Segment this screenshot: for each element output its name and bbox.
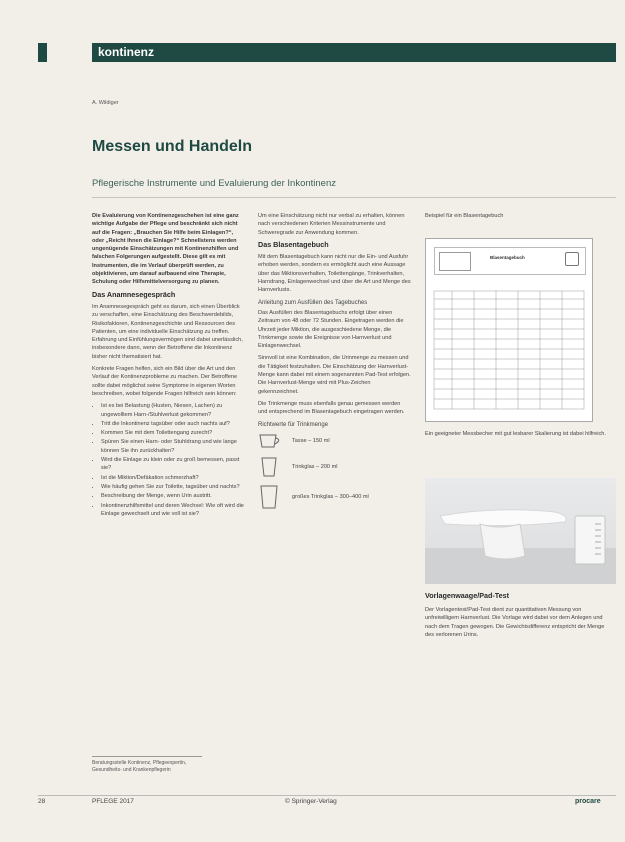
subheading-richtwerte: Richtwerte für Trinkmenge [258, 421, 329, 428]
title-rule [92, 197, 616, 198]
page-number: 28 [38, 798, 46, 805]
issue-label: PFLEGE 2017 [92, 798, 134, 805]
heading-anamnese: Das Anamnesegespräch [92, 289, 176, 299]
heading-pad-test: Vorlagenwaage/Pad-Test [425, 591, 510, 600]
paragraph: Um eine Einschätzung nicht nur verbal zu erhalten, können nach verschiedenen Kriterien Messinstrumente und Schweregrade zur Anwendung kommen. [258, 213, 405, 236]
cup-row [258, 484, 411, 510]
pad-test-paragraph: Der Vorlagentest/Pad-Test dient zur quantitativen Messung von unfreiwilligem Harnverlust. Die Vorlage wird dabei vor dem Anlegen und nach dem Tragen gewogen. Die Gewichtsdifferenz entspricht der Menge des verlorenen Urins. [425, 607, 605, 638]
list-item: • Kommen Sie mit dem Toilettengang zurecht? [101, 429, 244, 437]
section-title: kontinenz [98, 45, 154, 59]
article-title: Messen und Handeln [92, 138, 253, 155]
intro-paragraph: Die Evaluierung von Kontinenzgeschehen ist eine ganz wichtige Aufgabe der Pflege und beschränkt sich nicht auf die Fragen: „Brauchen Sie Hilfe beim Einlagen?“, oder „Reicht Ihnen die Einlage?“ Schnellstens werden ungenügende Einschätzungen mit Kontinenzhilfen und falschen Folgerungen aufgestellt. Diese gilt es mit Instrumenten, die im Verlauf überprüft werden, zu objektivieren, um darauf aufbauend eine Therapie, Schulung oder Hilfsmittelversorgung zu planen. [92, 213, 239, 286]
scale-illustration [425, 478, 616, 584]
paragraph: Das Ausfüllen des Blasentagebuchs erfolgt über einen Zeitraum von 48 oder 72 Stunden. Eingetragen werden die Uhrzeit jeder Miktion, die ausgeschiedene Menge, die Trinkmenge sowie die Ereignisse von Harnverlust und Einlagenwechsel. [258, 309, 404, 350]
section-marker [38, 43, 47, 62]
cup-label: Tasse – 150 ml [292, 437, 330, 444]
brand-logo: procare [575, 798, 601, 805]
list-item: • Ist die Miktion/Defäkation schmerzhaft? [101, 474, 244, 482]
form-label: Beispiel für ein Blasentagebuch [425, 213, 504, 219]
paragraph: Konkrete Fragen helfen, sich ein Bild über die Art und den Verlauf der Kontinenzprobleme zu machen. Der Betroffene sollte dabei möglichst seine Symptome in eigenen Worten beschreiben, wobei folgende Fragen hilfreich sein können: [92, 366, 238, 397]
column-1 [92, 212, 244, 519]
list-item: • Beschreibung der Menge, wenn Urin austritt. [101, 492, 244, 500]
article-subtitle: Pflegerische Instrumente und Evaluierung der Inkontinenz [92, 178, 336, 189]
form-grid [426, 239, 592, 421]
heading-blasentagebuch: Das Blasentagebuch [258, 239, 329, 249]
list-item: • Spüren Sie einen Harn- oder Stuhldrang und wie lange können Sie ihn zurückhalten? [101, 438, 244, 455]
list-item: • Tritt die Inkontinenz tagsüber oder auch nachts auf? [101, 420, 244, 428]
large-glass-icon [258, 484, 284, 510]
publisher-label: © Springer-Verlag [285, 798, 337, 805]
paragraph: Die Trinkmenge muss ebenfalls genau gemessen werden und entsprechend im Blasentagebuch eingetragen werden. [258, 400, 405, 416]
paragraph: Im Anamnesegespräch geht es darum, sich einen Überblick zu verschaffen, eine Einschätzung des Beschwerdebilds, Risikofaktoren, Kontinenzgeschichte und Ressourcen des Patienten, um eine individuelle Einschätzung zu treffen. Erfahrung und Einfühlungsvermögen sind dabei unerlässlich, insbesondere dann, wenn der Betroffene die Inkontinenz bisher nicht thematisiert hat. [92, 303, 243, 360]
glass-icon [258, 456, 284, 478]
pad-scale-photo [425, 478, 616, 584]
list-item: • Inkontinenzhilfsmittel und deren Wechsel: Wie oft wird die Einlage gewechselt und wie voll ist sie? [101, 502, 244, 519]
measuring-cup-caption: Ein geeigneter Messbecher mit gut lesbarer Skalierung ist dabei hilfreich. [425, 431, 606, 437]
cup-row [258, 456, 411, 478]
question-list [92, 402, 244, 518]
cup-icon [258, 432, 284, 450]
list-item: • Wird die Einlage zu klein oder zu groß bemessen, passt sie? [101, 456, 244, 473]
paragraph: Mit dem Blasentagebuch kann nicht nur die Ein- und Ausfuhr erhoben werden, sondern es ermöglicht auch eine Aussage über das Miktionsverhalten, Toilettengänge, Trinkverhalten, Harndrang, Einlagenwechsel und über die Art und Menge des Harnverlusts. [258, 254, 411, 294]
list-item: • Ist es bei Belastung (Husten, Niesen, Lachen) zu ungewolltem Harn-/Stuhlverlust gekommen? [101, 402, 244, 419]
footer-rule [38, 795, 616, 796]
author-footnote: Beratungsstelle Kontinenz, Pflegeexpertin, Gesundheits- und Krankenpflegerin [92, 756, 202, 774]
section-header [92, 43, 616, 62]
diary-form-image [425, 238, 593, 422]
column-3 [425, 212, 615, 224]
list-item: • Wie häufig gehen Sie zur Toilette, tagsüber und nachts? [101, 483, 244, 491]
cup-label: Trinkglas – 200 ml [292, 463, 338, 470]
cup-label: großes Trinkglas – 300–400 ml [292, 493, 369, 500]
form-title: Blasentagebuch [490, 255, 525, 260]
subheading-anleitung: Anleitung zum Ausfüllen des Tagebuches [258, 299, 368, 306]
column-2 [258, 212, 411, 516]
cup-row [258, 432, 411, 450]
paragraph: Sinnvoll ist eine Kombination, die Urinmenge zu messen und die Tätigkeit festzuhalten. Die Einschätzung der Harnverlust-Menge kann dabei mit einem sogenannten Pad-Test erfolgen. Die Harnverlust-Menge wird mit Plus-Zeichen gekennzeichnet. [258, 355, 411, 395]
author-line: A. Wildiger [92, 100, 119, 106]
